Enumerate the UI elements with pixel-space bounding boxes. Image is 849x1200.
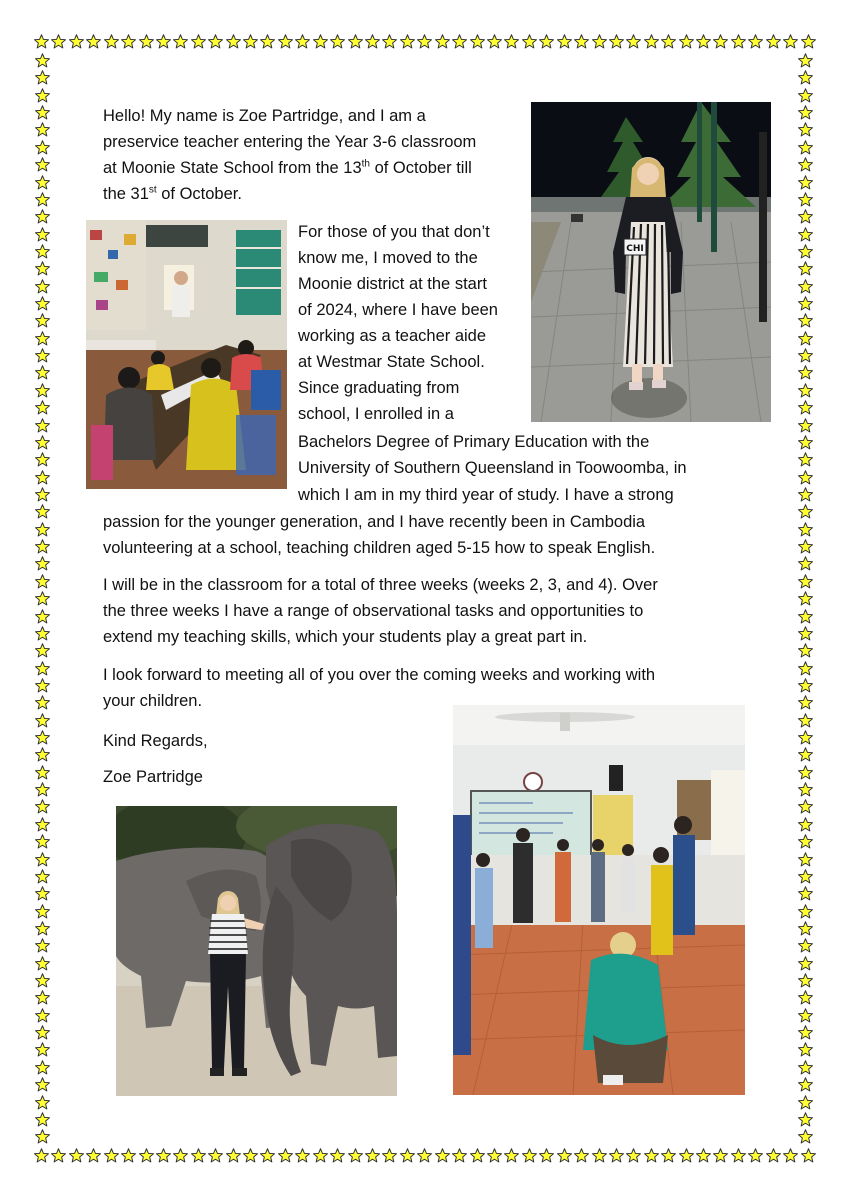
star-border-bottom [34,1148,816,1164]
star-icon [35,470,50,485]
star-icon [798,279,813,294]
star-icon [313,1148,328,1163]
star-icon [798,53,813,68]
star-icon [35,227,50,242]
star-icon [609,34,624,49]
star-icon [801,34,816,49]
star-icon [798,1095,813,1110]
star-icon [35,331,50,346]
star-icon [243,1148,258,1163]
star-icon [798,1129,813,1144]
star-icon [173,1148,188,1163]
star-icon [35,1095,50,1110]
star-icon [679,1148,694,1163]
star-icon [35,782,50,797]
star-icon [191,1148,206,1163]
star-icon [208,34,223,49]
star-icon [139,34,154,49]
star-icon [35,122,50,137]
star-icon [798,956,813,971]
star-icon [470,34,485,49]
star-icon [330,34,345,49]
star-icon [156,34,171,49]
star-icon [35,817,50,832]
star-icon [35,678,50,693]
star-icon [35,261,50,276]
star-icon [417,34,432,49]
star-icon [35,609,50,624]
star-icon [226,34,241,49]
star-icon [798,70,813,85]
star-icon [208,1148,223,1163]
star-icon [798,418,813,433]
letter-closing-line: your children. [103,692,203,710]
star-icon [798,400,813,415]
star-icon [35,904,50,919]
star-icon [365,34,380,49]
letter-intro-line-4: the 31st of October. [103,184,242,203]
star-icon [798,817,813,832]
star-icon [365,1148,380,1163]
star-icon [191,34,206,49]
photo-classroom-activity [453,705,745,1095]
star-icon [417,1148,432,1163]
letter-body-line: Moonie district at the start [298,275,487,293]
star-icon [661,1148,676,1163]
star-icon [798,626,813,641]
star-icon [86,34,101,49]
star-icon [798,1112,813,1127]
star-icon [522,1148,537,1163]
star-icon [798,852,813,867]
star-icon [696,1148,711,1163]
star-icon [35,140,50,155]
star-icon [121,1148,136,1163]
star-icon [801,1148,816,1163]
star-icon [382,34,397,49]
star-icon [104,1148,119,1163]
star-icon [798,643,813,658]
star-icon [435,1148,450,1163]
letter-body-line: volunteering at a school, teaching children aged 5-15 how to speak English. [103,539,656,557]
star-icon [348,1148,363,1163]
star-icon [798,348,813,363]
star-icon [798,261,813,276]
star-icon [626,34,641,49]
star-border-left [35,53,51,1145]
letter-body-line: Since graduating from [298,379,460,397]
star-icon [35,504,50,519]
star-icon [35,973,50,988]
star-icon [35,279,50,294]
letter-sign-off: Kind Regards, [103,732,208,750]
star-icon [798,661,813,676]
star-icon [798,175,813,190]
star-icon [783,34,798,49]
star-icon [798,209,813,224]
star-icon [435,34,450,49]
star-icon [35,556,50,571]
star-icon [86,1148,101,1163]
star-icon [51,34,66,49]
star-icon [783,1148,798,1163]
star-icon [644,34,659,49]
letter-body-line: For those of you that don’t [298,223,490,241]
star-icon [51,1148,66,1163]
star-icon [557,34,572,49]
letter-body-line: Bachelors Degree of Primary Education with the [298,433,650,451]
star-icon [452,34,467,49]
star-icon [330,1148,345,1163]
star-icon [798,799,813,814]
star-icon [35,1129,50,1144]
star-icon [798,435,813,450]
star-icon [798,244,813,259]
star-icon [522,34,537,49]
star-icon [798,730,813,745]
star-border-top [34,34,816,50]
star-icon [35,574,50,589]
star-icon [798,591,813,606]
star-icon [798,713,813,728]
star-icon [557,1148,572,1163]
letter-body-line: passion for the younger generation, and I have recently been in Cambodia [103,513,646,531]
star-icon [798,886,813,901]
star-icon [35,990,50,1005]
star-icon [173,34,188,49]
letter-weeks-line: extend my teaching skills, which your students play a great part in. [103,628,588,646]
star-icon [798,331,813,346]
star-icon [104,34,119,49]
star-icon [35,175,50,190]
star-icon [69,34,84,49]
star-icon [766,34,781,49]
star-icon [35,1008,50,1023]
star-icon [35,956,50,971]
star-icon [35,88,50,103]
star-icon [35,921,50,936]
letter-intro-line-2: preservice teacher entering the Year 3-6 classroom [103,133,477,151]
star-icon [798,227,813,242]
star-icon [713,1148,728,1163]
star-icon [539,1148,554,1163]
star-icon [644,1148,659,1163]
star-icon [35,296,50,311]
star-icon [34,1148,49,1163]
star-icon [574,1148,589,1163]
star-icon [35,435,50,450]
letter-body-line: at Westmar State School. [298,353,485,371]
star-icon [35,348,50,363]
star-icon [798,990,813,1005]
star-icon [798,765,813,780]
star-icon [504,1148,519,1163]
star-icon [35,938,50,953]
star-icon [798,973,813,988]
star-icon [798,1025,813,1040]
star-icon [748,1148,763,1163]
star-icon [713,34,728,49]
star-icon [35,70,50,85]
letter-body-line: know me, I moved to the [298,249,478,267]
star-icon [35,539,50,554]
star-icon [35,452,50,467]
star-icon [798,556,813,571]
star-icon [35,730,50,745]
star-icon [35,1060,50,1075]
star-icon [798,157,813,172]
star-icon [798,678,813,693]
star-icon [798,539,813,554]
star-icon [470,1148,485,1163]
star-icon [295,1148,310,1163]
letter-body-line: of 2024, where I have been [298,301,498,319]
star-icon [35,365,50,380]
star-icon [679,34,694,49]
star-icon [243,34,258,49]
photo-elephants [116,806,397,1096]
star-icon [798,192,813,207]
star-icon [798,452,813,467]
star-icon [278,34,293,49]
star-icon [35,765,50,780]
star-icon [798,782,813,797]
star-icon [35,383,50,398]
star-icon [574,34,589,49]
star-icon [35,747,50,762]
star-icon [798,869,813,884]
star-icon [35,852,50,867]
star-icon [798,609,813,624]
star-icon [798,938,813,953]
star-icon [798,1060,813,1075]
star-icon [452,1148,467,1163]
star-icon [609,1148,624,1163]
star-icon [35,418,50,433]
star-icon [260,1148,275,1163]
star-icon [35,886,50,901]
star-icon [35,591,50,606]
letter-body-line: which I am in my third year of study. I have a strong [298,486,674,504]
star-icon [661,34,676,49]
star-icon [35,1077,50,1092]
star-icon [798,834,813,849]
star-icon [798,695,813,710]
star-icon [226,1148,241,1163]
star-icon [35,1025,50,1040]
star-icon [798,904,813,919]
star-icon [539,34,554,49]
letter-weeks-line: I will be in the classroom for a total of three weeks (weeks 2, 3, and 4). Over [103,576,658,594]
star-icon [348,34,363,49]
star-icon [35,695,50,710]
star-icon [798,1042,813,1057]
star-icon [798,296,813,311]
star-icon [35,1042,50,1057]
star-icon [35,487,50,502]
star-icon [35,53,50,68]
star-icon [69,1148,84,1163]
star-icon [313,34,328,49]
star-icon [35,799,50,814]
star-icon [626,1148,641,1163]
star-icon [487,1148,502,1163]
star-icon [35,209,50,224]
star-icon [504,34,519,49]
star-icon [798,313,813,328]
star-icon [260,34,275,49]
star-icon [798,365,813,380]
star-icon [35,157,50,172]
star-icon [696,34,711,49]
star-icon [35,643,50,658]
star-icon [731,34,746,49]
star-icon [35,1112,50,1127]
letter-weeks-line: the three weeks I have a range of observational tasks and opportunities to [103,602,644,620]
letter-body-line: school, I enrolled in a [298,405,454,423]
star-icon [798,88,813,103]
star-icon [487,34,502,49]
star-icon [798,140,813,155]
star-icon [121,34,136,49]
star-icon [35,626,50,641]
star-icon [400,34,415,49]
star-icon [731,1148,746,1163]
star-icon [798,522,813,537]
star-icon [156,1148,171,1163]
star-icon [798,504,813,519]
star-icon [592,1148,607,1163]
star-icon [592,34,607,49]
star-icon [798,921,813,936]
star-icon [798,1008,813,1023]
star-icon [35,713,50,728]
star-icon [400,1148,415,1163]
star-border-right [798,53,814,1145]
letter-intro-line-3: at Moonie State School from the 13th of October till [103,158,472,177]
star-icon [35,313,50,328]
star-icon [35,105,50,120]
photo-night-walkway [531,102,771,422]
letter-signature: Zoe Partridge [103,768,203,786]
star-icon [35,400,50,415]
star-icon [798,383,813,398]
star-icon [35,834,50,849]
star-icon [295,34,310,49]
star-icon [35,661,50,676]
star-icon [139,1148,154,1163]
letter-body-line: University of Southern Queensland in Toowoomba, in [298,459,687,477]
star-icon [382,1148,397,1163]
photo-sign-text: CHI [626,244,644,254]
star-icon [798,747,813,762]
letter-closing-line: I look forward to meeting all of you over the coming weeks and working with [103,666,656,684]
star-icon [748,34,763,49]
star-icon [798,470,813,485]
star-icon [35,244,50,259]
star-icon [34,34,49,49]
star-icon [798,122,813,137]
star-icon [35,869,50,884]
star-icon [278,1148,293,1163]
star-icon [798,487,813,502]
star-icon [798,105,813,120]
star-icon [766,1148,781,1163]
star-icon [35,192,50,207]
photo-classroom-children-desk [86,220,287,489]
letter-body-line: working as a teacher aide [298,327,487,345]
letter-intro-line-1: Hello! My name is Zoe Partridge, and I am a [103,107,426,125]
star-icon [35,522,50,537]
star-icon [798,574,813,589]
star-icon [798,1077,813,1092]
